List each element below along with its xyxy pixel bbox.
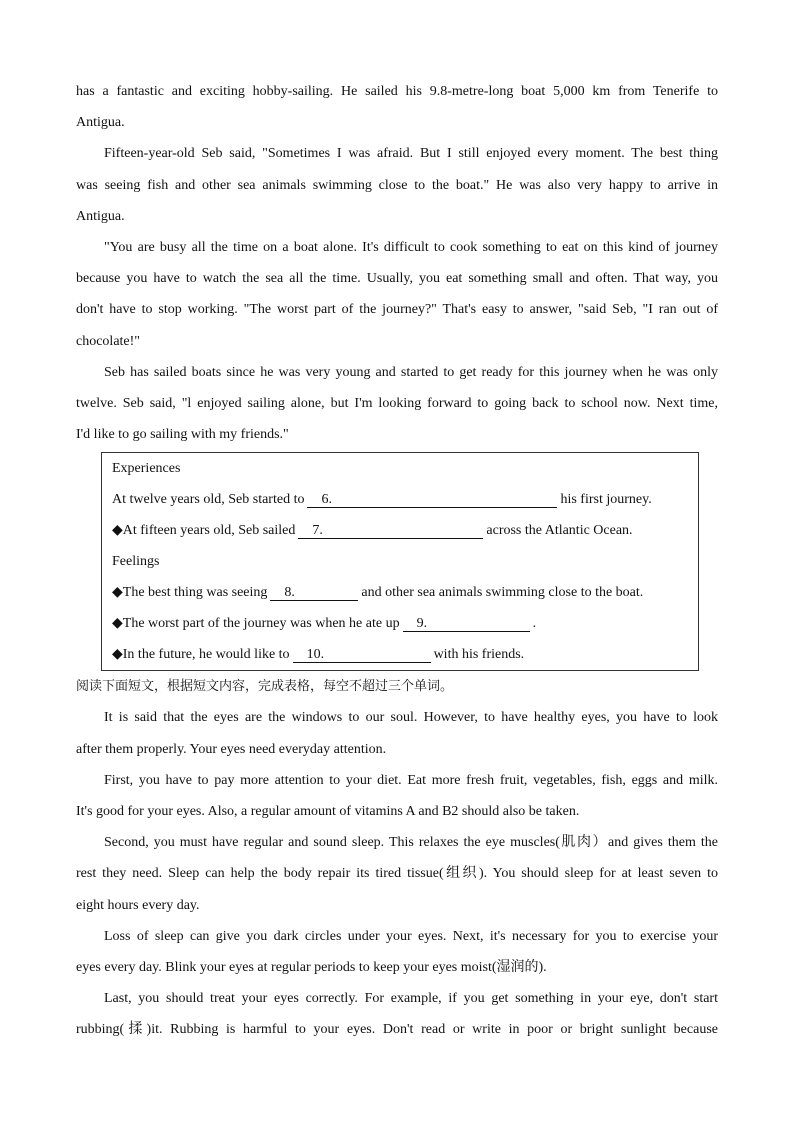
paragraph-line: Last, you should treat your eyes correctly. For example, if you get something in your eye, don't start — [104, 991, 718, 1007]
answer-blank-9[interactable]: 9. — [403, 614, 530, 632]
paragraph-line: rubbing(揉)it. Rubbing is harmful to your eyes. Don't read or write in poor or bright sunlight because — [76, 1022, 718, 1038]
row-text: ◆The best thing was seeing — [112, 585, 268, 601]
paragraph-line: was seeing fish and other sea animals swimming close to the boat." He was also very happy to arrive in — [76, 177, 718, 193]
passage-sailing — [76, 76, 718, 450]
row-text: . — [532, 616, 537, 632]
row-text: At twelve years old, Seb started to — [112, 492, 305, 508]
paragraph-line: chocolate!" — [76, 333, 141, 349]
paragraph-line: Antigua. — [76, 115, 125, 131]
paragraph-line: eyes every day. Blink your eyes at regular periods to keep your eyes moist(湿润的). — [76, 959, 547, 975]
row-text: and other sea animals swimming close to the boat. — [361, 585, 644, 601]
paragraph-line: It's good for your eyes. Also, a regular amount of vitamins A and B2 should also be taken. — [76, 804, 580, 819]
answer-blank-8[interactable]: 8. — [270, 583, 358, 601]
paragraph-line: Fifteen-year-old Seb said, "Sometimes I was afraid. But I still enjoyed every moment. The best thing — [104, 146, 718, 162]
paragraph-line: I'd like to go sailing with my friends." — [76, 427, 289, 443]
paragraph-line: Second, you must have regular and sound sleep. This relaxes the eye muscles(肌肉）and gives them the — [104, 835, 718, 851]
paragraph-line: eight hours every day. — [76, 897, 200, 913]
paragraph-line: after them properly. Your eyes need everyday attention. — [76, 741, 387, 757]
table-row-10 — [112, 639, 688, 670]
passage-eyes — [76, 702, 718, 1045]
paragraph-line: twelve. Seb said, "l enjoyed sailing alone, but I'm looking forward to going back to school now. Next time, — [76, 395, 718, 411]
instruction-text: 阅读下面短文，根据短文内容，完成表格，每空不超过三个单词。 — [76, 679, 454, 695]
row-text: ◆In the future, he would like to — [112, 647, 290, 663]
paragraph-line: Seb has sailed boats since he was very young and started to get ready for this journey when he was only — [104, 364, 718, 380]
paragraph-line: has a fantastic and exciting hobby-sailing. He sailed his 9.8-metre-long boat 5,000 km from Tenerife to — [76, 84, 718, 99]
row-text: ◆At fifteen years old, Seb sailed — [112, 523, 296, 539]
row-text: his first journey. — [560, 492, 652, 508]
paragraph-line: because you have to watch the sea all the time. Usually, you eat something small and often. That way, you — [76, 271, 718, 287]
answer-blank-6[interactable]: 6. — [307, 490, 557, 508]
table-row-9 — [112, 608, 688, 639]
table-heading-experiences: Experiences — [112, 461, 181, 477]
document-page — [76, 76, 718, 1046]
row-text: ◆The worst part of the journey was when he ate up — [112, 616, 400, 632]
answer-blank-7[interactable]: 7. — [298, 521, 483, 539]
paragraph-line: Loss of sleep can give you dark circles under your eyes. Next, it's necessary for you to exercise your — [104, 928, 718, 944]
paragraph-line: rest they need. Sleep can help the body repair its tired tissue(组织). You should sleep for at least seven to — [76, 866, 718, 882]
table-row-8 — [112, 577, 688, 608]
row-text: with his friends. — [433, 647, 525, 663]
paragraph-line: First, you have to pay more attention to your diet. Eat more fresh fruit, vegetables, fish, eggs and milk. — [104, 772, 718, 788]
table-row-7 — [112, 515, 688, 546]
paragraph-line: Antigua. — [76, 208, 125, 224]
row-text: across the Atlantic Ocean. — [486, 523, 633, 539]
paragraph-line: don't have to stop working. "The worst part of the journey?" That's easy to answer, "said Seb, "I ran out of — [76, 302, 718, 318]
table-heading-feelings: Feelings — [112, 554, 160, 570]
answer-table — [101, 452, 699, 671]
paragraph-line: "You are busy all the time on a boat alone. It's difficult to cook something to eat on this kind of journey — [104, 239, 718, 255]
answer-blank-10[interactable]: 10. — [293, 645, 431, 663]
table-row-6 — [112, 484, 688, 515]
paragraph-line: It is said that the eyes are the windows to our soul. However, to have healthy eyes, you have to look — [104, 710, 718, 726]
